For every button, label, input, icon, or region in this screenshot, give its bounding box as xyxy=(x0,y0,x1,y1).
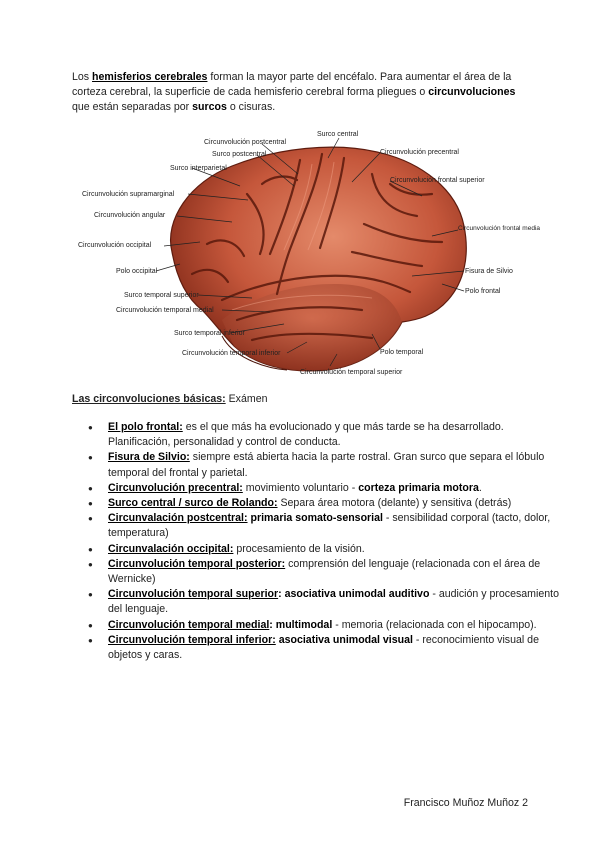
list-item xyxy=(108,496,568,511)
item-term: Circunvolución precentral: xyxy=(108,481,243,494)
list-item xyxy=(108,481,568,496)
intro-text-4: o cisuras. xyxy=(226,101,276,114)
label-fisura-silvio: Fisura de Silvio xyxy=(465,268,513,275)
label-surco-central: Surco central xyxy=(317,131,359,138)
label-surco-postcentral: Surco postcentral xyxy=(212,151,267,158)
item-text: - sensibilidad corporal (tacto, dolor, temperatura) xyxy=(108,512,551,540)
item-text: - audición y procesamiento del lenguaje. xyxy=(108,588,559,616)
item-text: es el que más ha evolucionado y que más tarde se ha desarrollado. Planificación, personalidad y control de conducta. xyxy=(108,421,504,449)
list-item xyxy=(108,542,568,557)
label-polo-occipital: Polo occipital xyxy=(116,268,158,275)
item-term: Surco central / surco de Rolando: xyxy=(108,497,278,510)
item-term: Fisura de Silvio: xyxy=(108,451,190,464)
item-term: Circunvalación occipital: xyxy=(108,542,234,555)
label-temporal-superior: Circunvolución temporal superior xyxy=(300,369,403,376)
item-emphasis: primaria somato-sensorial xyxy=(247,512,383,525)
term-hemisferios: hemisferios cerebrales xyxy=(92,71,208,83)
item-text: siempre está abierta hacia la parte rostral. Gran surco que separa el lóbulo temporal del frontal y parietal. xyxy=(108,451,545,479)
label-frontal-media: Circunvolución frontal media xyxy=(458,225,541,232)
item-term: Circunvolución temporal posterior: xyxy=(108,557,286,570)
item-term: Circunvolución temporal superior xyxy=(108,588,279,601)
list-item xyxy=(108,587,568,617)
item-term: El polo frontal: xyxy=(108,421,183,433)
term-circunvoluciones: circunvoluciones xyxy=(428,86,516,99)
intro-text-3: que están separadas por xyxy=(72,101,193,114)
section-title: Las circonvoluciones básicas: xyxy=(72,393,226,405)
item-text: comprensión del lenguaje (relacionada con el área de Wernicke) xyxy=(108,557,541,586)
item-text: - reconocimiento visual de objetos y caras. xyxy=(108,633,539,662)
label-frontal-superior: Circunvolución frontal superior xyxy=(390,177,485,184)
brain-illustration xyxy=(72,124,541,380)
concept-list xyxy=(72,420,568,663)
item-emphasis: corteza primaria motora xyxy=(358,481,479,494)
label-temporal-inferior: Circunvolución temporal inferior xyxy=(182,350,281,357)
item-term: Circunvalación postcentral: xyxy=(108,512,248,525)
section-heading xyxy=(72,393,267,405)
intro-paragraph xyxy=(72,70,528,116)
label-supramarginal: Circunvolución supramarginal xyxy=(82,191,175,198)
item-text: - memoria (relacionada con el hipocampo). xyxy=(332,618,537,631)
list-item xyxy=(108,633,568,663)
list-item xyxy=(108,450,568,480)
term-surcos: surcos xyxy=(192,101,227,114)
label-surco-temporal-inferior: Surco temporal inferior xyxy=(174,330,245,337)
page-footer: Francisco Muñoz Muñoz 2 xyxy=(403,797,528,809)
item-emphasis: : asociativa unimodal auditivo xyxy=(278,588,430,601)
item-text: Separa área motora (delante) y sensitiva (detrás) xyxy=(277,497,512,510)
label-occipital: Circunvolución occipital xyxy=(78,242,152,249)
label-surco-interparietal: Surco interparietal xyxy=(170,165,227,172)
list-item xyxy=(108,420,568,450)
label-polo-frontal: Polo frontal xyxy=(465,288,501,295)
label-angular: Circunvolución angular xyxy=(94,212,166,219)
item-text-end: . xyxy=(478,481,482,494)
section-suffix: Exámen xyxy=(225,393,268,405)
item-term: Circunvolución temporal medial xyxy=(108,618,270,631)
intro-text-2: forman la mayor parte del encéfalo. Para aumentar el área de la corteza cerebral, la superficie de cada hemisferio cerebral forma pliegues o xyxy=(72,71,512,99)
list-item xyxy=(108,557,568,587)
label-temporal-medial: Circunvolución temporal medial xyxy=(116,307,214,314)
list-item xyxy=(108,618,568,633)
label-polo-temporal: Polo temporal xyxy=(380,349,424,356)
item-emphasis: asociativa unimodal visual xyxy=(275,633,413,646)
intro-text-1: Los xyxy=(72,71,93,83)
label-precentral: Circunvolución precentral xyxy=(380,149,459,156)
item-text: movimiento voluntario - xyxy=(242,481,359,494)
list-item xyxy=(108,511,568,541)
label-surco-temporal-superior: Surco temporal superior xyxy=(124,292,199,299)
item-text: procesamiento de la visión. xyxy=(233,542,365,555)
item-term: Circunvolución temporal inferior: xyxy=(108,633,276,646)
label-postcentral: Circunvolución postcentral xyxy=(204,139,287,146)
item-emphasis: : multimodal xyxy=(269,618,333,631)
